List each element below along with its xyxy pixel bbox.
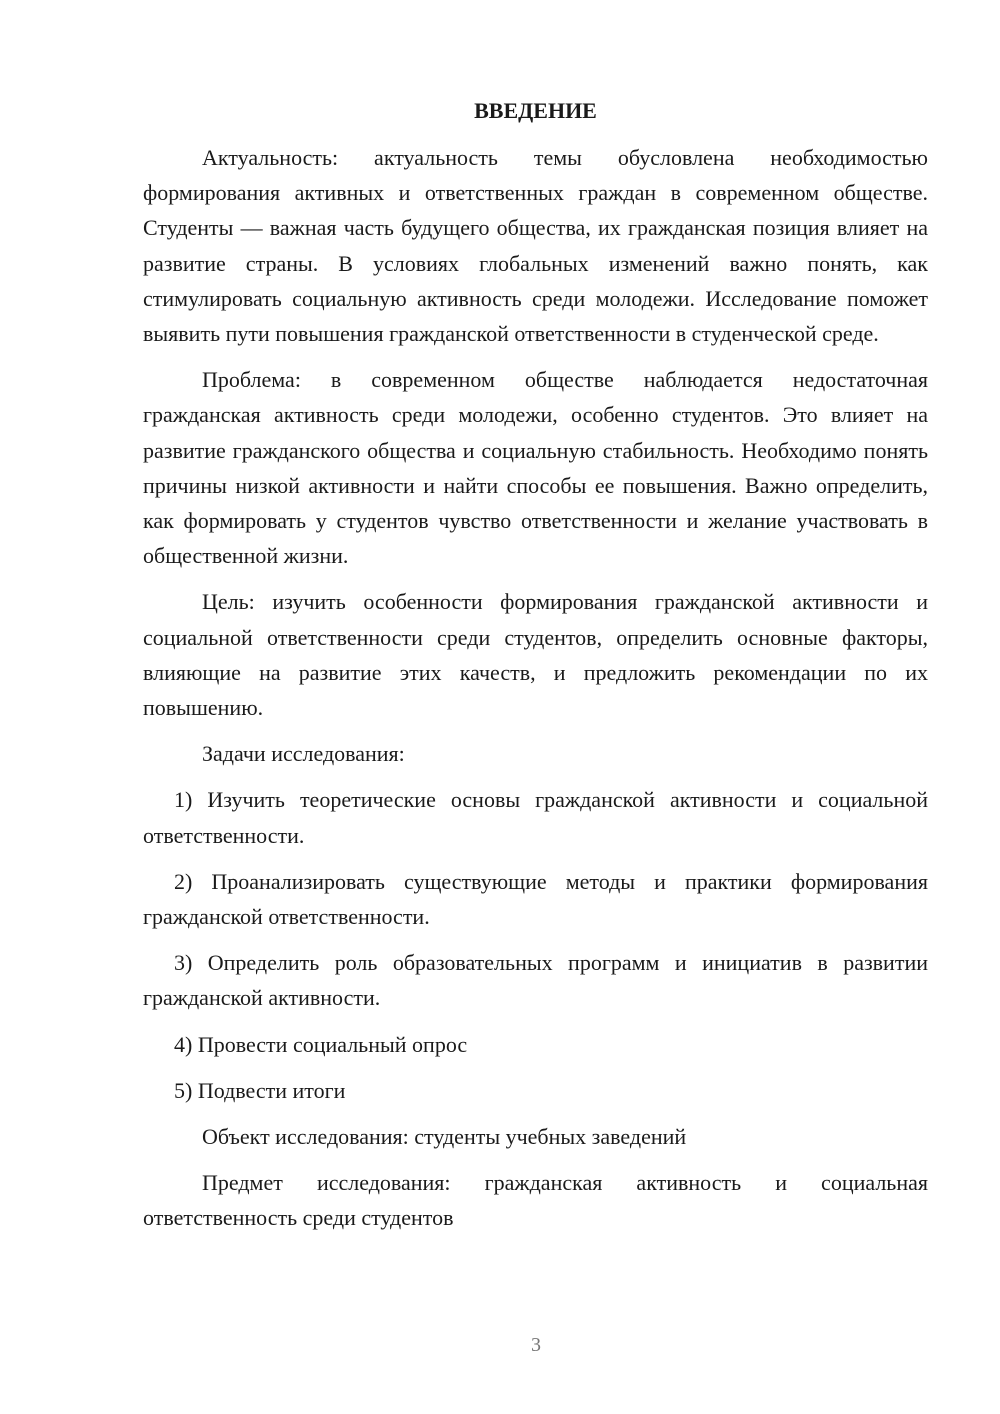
tasks-heading: Задачи исследования: [202, 741, 405, 767]
page-number: 3 [531, 1334, 541, 1356]
object-paragraph: Объект исследования: студенты учебных заведений [202, 1124, 687, 1150]
document-body [143, 94, 928, 1247]
task-item-5: 5) Подвести итоги [174, 1077, 346, 1103]
goal-paragraph: Цель: изучить особенности формирования гражданской активности и социальной ответственности среди студентов, определить основные факторы, влияющие на развитие этих качеств, и предложить рекомендации по их повышению. [143, 589, 928, 721]
relevance-paragraph: Актуальность: актуальность темы обусловлена необходимостью формирования активных и ответственных граждан в современном обществе. Студенты — важная часть будущего общества, их гражданская позиция влияет на развитие страны. В условиях глобальных изменений важно понять, как стимулировать социальную активность среди молодежи. Исследование поможет выявить пути повышения гражданской ответственности в студенческой среде. [143, 145, 928, 347]
subject-paragraph: Предмет исследования: гражданская активность и социальная ответственность среди студентов [143, 1170, 928, 1231]
task-item-4: 4) Провести социальный опрос [174, 1031, 468, 1057]
problem-paragraph: Проблема: в современном обществе наблюдается недостаточная гражданская активность среди молодежи, особенно студентов. Это влияет на развитие гражданского общества и социальную стабильность. Необходимо понять причины низкой активности и найти способы ее повышения. Важно определить, как формировать у студентов чувство ответственности и желание участвовать в общественной жизни. [143, 367, 928, 569]
task-item-1: 1) Изучить теоретические основы гражданской активности и социальной ответственности. [143, 787, 928, 848]
task-item-2: 2) Проанализировать существующие методы и практики формирования гражданской ответственности. [143, 868, 928, 930]
section-title: ВВЕДЕНИЕ [474, 98, 597, 123]
task-item-3: 3) Определить роль образовательных программ и инициатив в развитии гражданской активности. [143, 950, 928, 1011]
